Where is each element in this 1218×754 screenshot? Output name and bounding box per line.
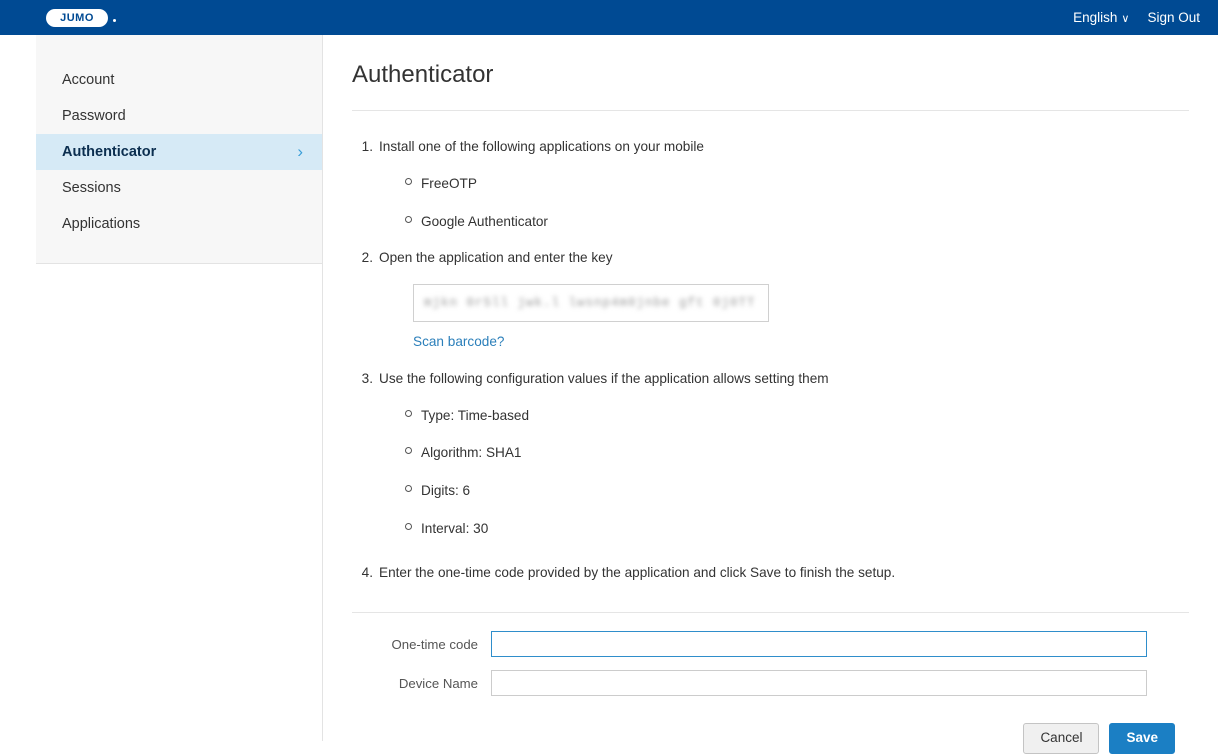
step-2-number: 2. bbox=[361, 250, 373, 266]
step-1-number: 1. bbox=[361, 139, 373, 154]
list-item-algorithm: Algorithm: SHA1 bbox=[421, 434, 1218, 472]
step-2-text: Open the application and enter the key bbox=[379, 250, 613, 266]
sidebar-item-password[interactable] bbox=[36, 98, 323, 134]
otp-row bbox=[323, 631, 1218, 657]
list-item-google-authenticator: Google Authenticator bbox=[421, 203, 1218, 241]
step-1-row bbox=[351, 129, 1218, 165]
logo-badge bbox=[46, 9, 108, 27]
config-values-list bbox=[351, 397, 1218, 548]
one-time-code-input[interactable] bbox=[491, 631, 1147, 657]
sidebar-nav bbox=[36, 35, 323, 263]
step-4-number: 4. bbox=[361, 564, 373, 580]
sidebar-item-authenticator[interactable] bbox=[36, 134, 323, 170]
step-2-row bbox=[351, 240, 1218, 276]
sidebar-item-account[interactable] bbox=[36, 62, 323, 98]
left-rail bbox=[0, 35, 36, 741]
list-item-digits: Digits: 6 bbox=[421, 472, 1218, 510]
app-list bbox=[351, 165, 1218, 241]
sidebar-item-label: Applications bbox=[62, 216, 141, 232]
sign-out-link[interactable]: Sign Out bbox=[1147, 10, 1200, 25]
setup-steps bbox=[351, 129, 1218, 590]
language-label: English bbox=[1073, 10, 1118, 25]
top-bar bbox=[0, 0, 1218, 35]
device-name-input[interactable] bbox=[491, 670, 1147, 696]
step-1 bbox=[351, 129, 1218, 240]
form-actions bbox=[351, 723, 1175, 754]
sidebar-item-label: Authenticator bbox=[62, 144, 157, 160]
brand-logo[interactable] bbox=[46, 9, 116, 27]
secret-key-value: mjkn 0r5ll jwk.l lwsnp4m0jnbe gft 0j0TT bbox=[424, 296, 756, 310]
language-selector[interactable] bbox=[1073, 10, 1129, 25]
step-3-text: Use the following configuration values if the application allows setting them bbox=[379, 370, 829, 386]
chevron-right-icon: › bbox=[297, 142, 303, 161]
list-item-interval: Interval: 30 bbox=[421, 510, 1218, 548]
sidebar-divider bbox=[36, 263, 323, 264]
main-content bbox=[323, 35, 1218, 746]
sidebar-item-label: Sessions bbox=[62, 180, 121, 196]
scan-barcode-link[interactable]: Scan barcode? bbox=[413, 334, 505, 349]
step-1-text: Install one of the following applications on your mobile bbox=[379, 139, 704, 154]
step-4 bbox=[351, 548, 1218, 591]
sidebar-item-label: Password bbox=[62, 108, 126, 124]
authenticator-form bbox=[323, 631, 1218, 754]
step-4-row bbox=[351, 548, 1218, 591]
step-3-row bbox=[351, 353, 1218, 397]
cancel-button[interactable]: Cancel bbox=[1023, 723, 1099, 754]
step-4-text: Enter the one-time code provided by the application and click Save to finish the setup. bbox=[379, 564, 896, 580]
top-bar-actions bbox=[1073, 10, 1200, 25]
sidebar-item-applications[interactable] bbox=[36, 206, 323, 242]
step-3 bbox=[351, 353, 1218, 548]
list-item-type: Type: Time-based bbox=[421, 397, 1218, 435]
title-divider bbox=[352, 110, 1189, 111]
logo-dot-icon bbox=[113, 19, 116, 22]
device-name-row bbox=[323, 670, 1218, 696]
chevron-down-icon: ∨ bbox=[1121, 13, 1130, 25]
step-3-number: 3. bbox=[361, 370, 373, 386]
logo-text: JUMO bbox=[60, 11, 94, 24]
form-divider bbox=[352, 612, 1189, 613]
step-2 bbox=[351, 240, 1218, 353]
list-item-freeotp: FreeOTP bbox=[421, 165, 1218, 203]
page-title: Authenticator bbox=[352, 61, 494, 88]
sidebar-item-label: Account bbox=[62, 72, 115, 88]
sidebar-item-sessions[interactable] bbox=[36, 170, 323, 206]
save-button[interactable]: Save bbox=[1109, 723, 1175, 754]
secret-key-box[interactable] bbox=[413, 284, 769, 322]
otp-label: One-time code bbox=[391, 636, 478, 652]
device-name-label: Device Name bbox=[398, 675, 478, 691]
